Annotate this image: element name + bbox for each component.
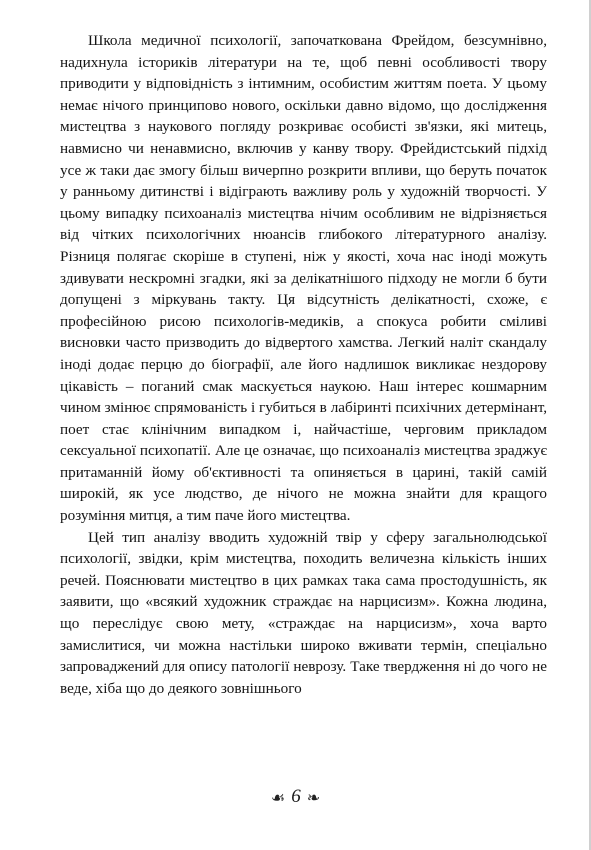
paragraph-1: Школа медичної психології, започаткована Фрейдом, безсумнівно, надихнула істориків літератури на те, щоб певні особливості твору приводити у відповідність з інтимним, особистим життям поета. У цьому немає нічого принципово нового, оскільки давно відомо, що дослідження мистецтва з наукового погляду розкриває особисті зв'язки, які митець, навмисно чи ненавмисно, включив у канву твору. Фрейдистський підхід усе ж таки дає змогу більш вичерпно розкрити впливи, що беруть початок у ранньому дитинстві і відіграють важливу роль у художній творчості. У цьому випадку психоаналіз мистецтва нічим особливим не відрізняється від чітких психологічних нюансів глибокого літературного аналізу. Різниця полягає скоріше в ступені, ніж у якості, хоча нас іноді можуть здивувати нескромні згадки, які за делікатнішого підходу не могли б бути допущені з міркувань такту. Ця відсутність делікатності, схоже, є професійною рисою психологів-медиків, а спокуса робити сміливі висновки часто призводить до відвертого хамства. Легкий наліт скандалу іноді додає перцю до біографії, але його надлишок викликає нездорову цікавість – поганий смак маскується наукою. Наш інтерес кошмарним чином змінює спрямованість і губиться в лабіринті психічних детермінант, поет стає клінічним випадком і, найчастіше, черговим прикладом сексуальної психопатії. Але це означає, що психоаналіз мистецтва зраджує притаманній йому об'єктивності та опиняється в царині, такій самій широкій, як усе людство, де нічого не можна знайти для кращого розуміння митця, а тим паче його мистецтва. [60,32,547,525]
page-footer [0,786,591,808]
ornament-right-icon: ❧ [306,789,321,807]
body-text [60,30,547,699]
page-number: 6 [291,786,301,807]
ornament-left-icon: ☙ [270,789,286,807]
paragraph-2: Цей тип аналізу вводить художній твір у сферу загальнолюдської психології, звідки, крім мистецтва, походить величезна кількість інших речей. Пояснювати мистецтво в цих рамках така сама простодушність, як заявити, що «всякий художник страждає на нарцисизм». Кожна людина, що переслідує свою мету, «страждає на нарцисизм», хоча варто замислитися, чи можна настільки широко вживати термін, спеціально запроваджений для опису патології неврозу. Таке твердження ні до чого не веде, хіба що до деякого зовнішнього [60,528,547,697]
